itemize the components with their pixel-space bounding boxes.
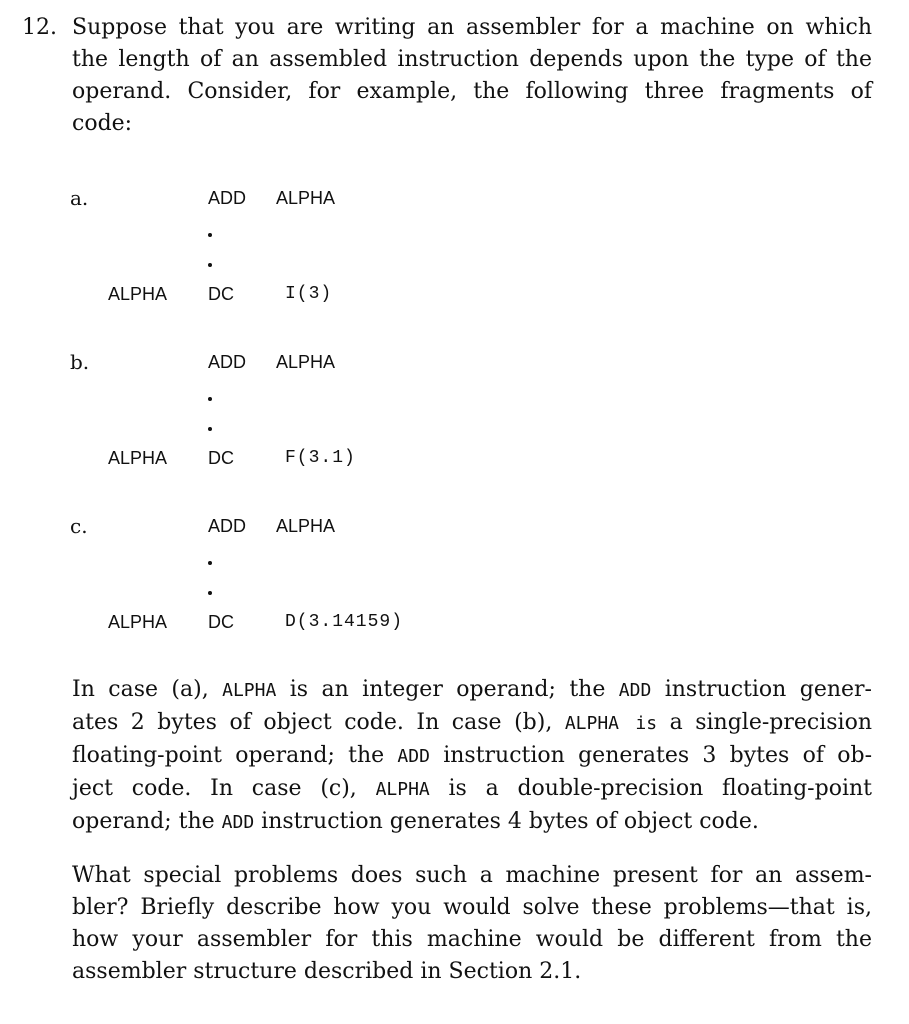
- fragment-label: a.: [70, 186, 89, 210]
- ellipsis-dot: [208, 591, 212, 595]
- ellipsis-dot: [208, 427, 212, 431]
- fragment-def-op: DC: [208, 448, 234, 468]
- question-paragraph: [72, 860, 872, 988]
- ellipsis-dot: [208, 263, 212, 267]
- intro-line: operand. Consider, for example, the following three fragments of: [72, 79, 872, 104]
- fragment-operand: ALPHA: [276, 188, 336, 208]
- ellipsis-dot: [208, 561, 212, 565]
- fragment-def-label: ALPHA: [108, 448, 168, 468]
- fragment-def-label: ALPHA: [108, 612, 168, 632]
- ellipsis-dot: [208, 397, 212, 401]
- ellipsis-dot: [208, 233, 212, 237]
- fragment-def-op: DC: [208, 284, 234, 304]
- intro-line: the length of an assembled instruction depends upon the type of the: [72, 47, 872, 72]
- fragment-op: ADD: [208, 352, 247, 372]
- fragment-label: b.: [70, 350, 90, 374]
- explanation-line: In case (a), ALPHA is an integer operand; the ADD instruction gener-: [72, 677, 872, 702]
- fragment-def-label: ALPHA: [108, 284, 168, 304]
- intro-line: Suppose that you are writing an assembler for a machine on which: [72, 15, 872, 40]
- question-line: assembler structure described in Section 2.1.: [72, 959, 582, 984]
- fragment-operand: ALPHA: [276, 516, 336, 536]
- fragment-label: c.: [70, 514, 88, 538]
- question-line: bler? Briefly describe how you would solve these problems—that is,: [72, 895, 872, 920]
- fragment-def-op: DC: [208, 612, 234, 632]
- explanation-paragraph: [72, 674, 872, 839]
- fragment-def-value: D(3.14159): [285, 612, 404, 632]
- fragment-def-value: F(3.1): [285, 448, 356, 468]
- explanation-line: operand; the ADD instruction generates 4 bytes of object code.: [72, 809, 759, 834]
- fragment-op: ADD: [208, 516, 247, 536]
- fragment-def-value: I(3): [285, 284, 333, 304]
- intro-line: code:: [72, 111, 133, 136]
- explanation-line: ates 2 bytes of object code. In case (b), ALPHA is a single-precision: [72, 710, 873, 735]
- explanation-line: floating-point operand; the ADD instruction generates 3 bytes of ob-: [72, 743, 872, 768]
- question-line: What special problems does such a machine present for an assem-: [72, 863, 872, 888]
- question-line: how your assembler for this machine would be different from the: [72, 927, 872, 952]
- explanation-line: ject code. In case (c), ALPHA is a double-precision floating-point: [72, 776, 872, 801]
- fragment-op: ADD: [208, 188, 247, 208]
- problem-number: 12.: [22, 15, 57, 40]
- fragment-operand: ALPHA: [276, 352, 336, 372]
